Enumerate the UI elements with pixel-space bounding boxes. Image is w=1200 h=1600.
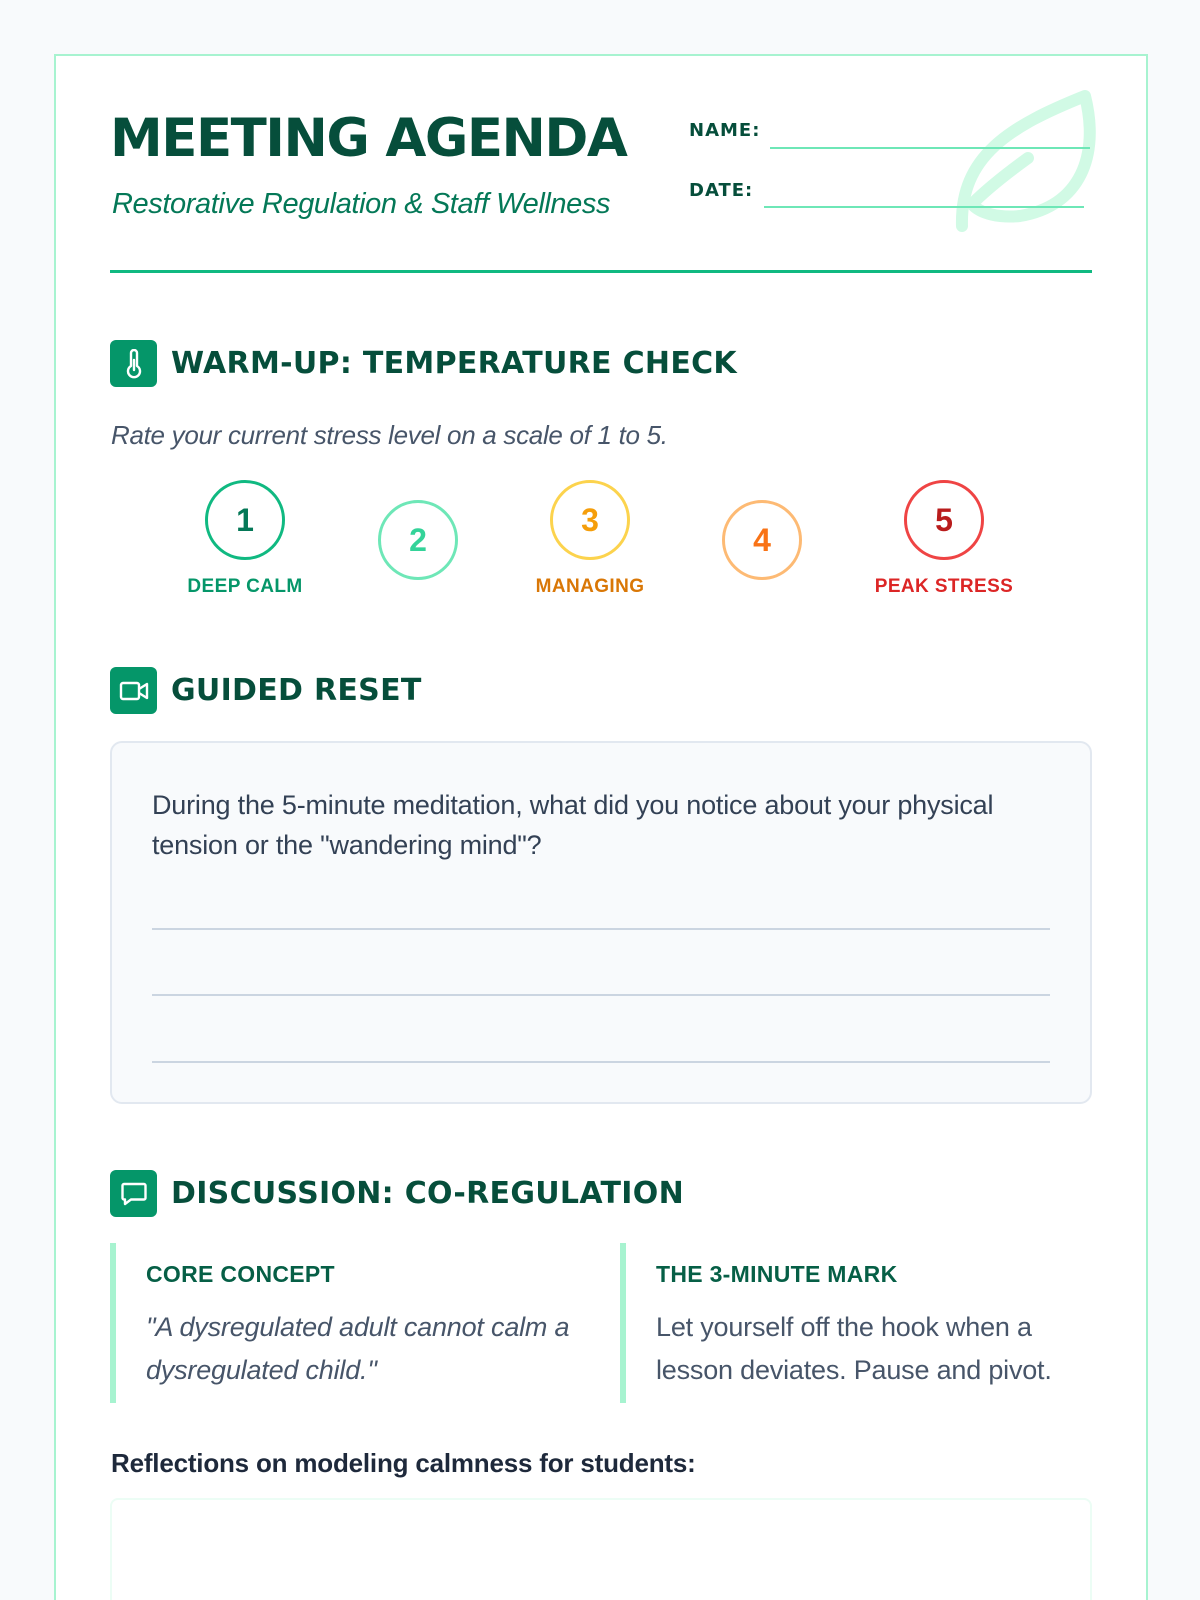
warmup-instruction: Rate your current stress level on a scale of 1 to 5.	[111, 420, 668, 450]
reset-prompt: During the 5-minute meditation, what did you notice about your physical tension or the "wandering mind"?	[152, 790, 994, 860]
leaf-icon	[950, 86, 1110, 236]
stress-option-3[interactable]	[490, 480, 690, 598]
writing-line[interactable]	[152, 994, 1050, 996]
stress-label: DEEP CALM	[187, 576, 303, 597]
writing-line[interactable]	[152, 928, 1050, 930]
column-heading: CORE CONCEPT	[146, 1261, 335, 1287]
stress-label: PEAK STRESS	[874, 576, 1014, 597]
reflection-label: Reflections on modeling calmness for students:	[111, 1448, 696, 1478]
stress-option-1[interactable]	[145, 480, 345, 598]
page-title: MEETING AGENDA	[110, 108, 627, 169]
video-camera-icon	[110, 667, 157, 714]
name-label: NAME:	[689, 120, 761, 141]
reflection-input[interactable]	[110, 1498, 1092, 1600]
header-divider	[110, 270, 1092, 273]
stress-circle[interactable]: 3	[550, 480, 630, 560]
stress-circle[interactable]: 4	[722, 500, 802, 580]
stress-label: MANAGING	[535, 576, 645, 597]
reset-section-header	[110, 667, 422, 714]
reset-response-box[interactable]	[110, 741, 1092, 1104]
column-body: Let yourself off the hook when a lesson deviates. Pause and pivot.	[656, 1312, 1052, 1385]
stress-circle[interactable]: 1	[205, 480, 285, 560]
stress-option-4[interactable]	[662, 500, 862, 580]
warmup-title: WARM-UP: TEMPERATURE CHECK	[171, 346, 737, 381]
stress-circle[interactable]: 2	[378, 500, 458, 580]
thermometer-icon	[110, 340, 157, 387]
discussion-title: DISCUSSION: CO-REGULATION	[171, 1176, 684, 1211]
stress-option-2[interactable]	[318, 500, 518, 580]
name-field[interactable]	[770, 147, 1090, 149]
warmup-section-header	[110, 340, 737, 387]
core-concept-column	[110, 1243, 585, 1403]
date-label: DATE:	[689, 180, 754, 201]
writing-line[interactable]	[152, 1061, 1050, 1063]
chat-bubble-icon	[110, 1170, 157, 1217]
discussion-section-header	[110, 1170, 684, 1217]
column-heading: THE 3-MINUTE MARK	[656, 1261, 898, 1287]
stress-circle[interactable]: 5	[904, 480, 984, 560]
column-body: "A dysregulated adult cannot calm a dysregulated child."	[146, 1312, 570, 1385]
three-minute-mark-column	[620, 1243, 1095, 1403]
stress-option-5[interactable]	[844, 480, 1044, 598]
reset-title: GUIDED RESET	[171, 673, 422, 708]
page-subtitle: Restorative Regulation & Staff Wellness	[112, 188, 611, 220]
date-field[interactable]	[764, 206, 1084, 208]
